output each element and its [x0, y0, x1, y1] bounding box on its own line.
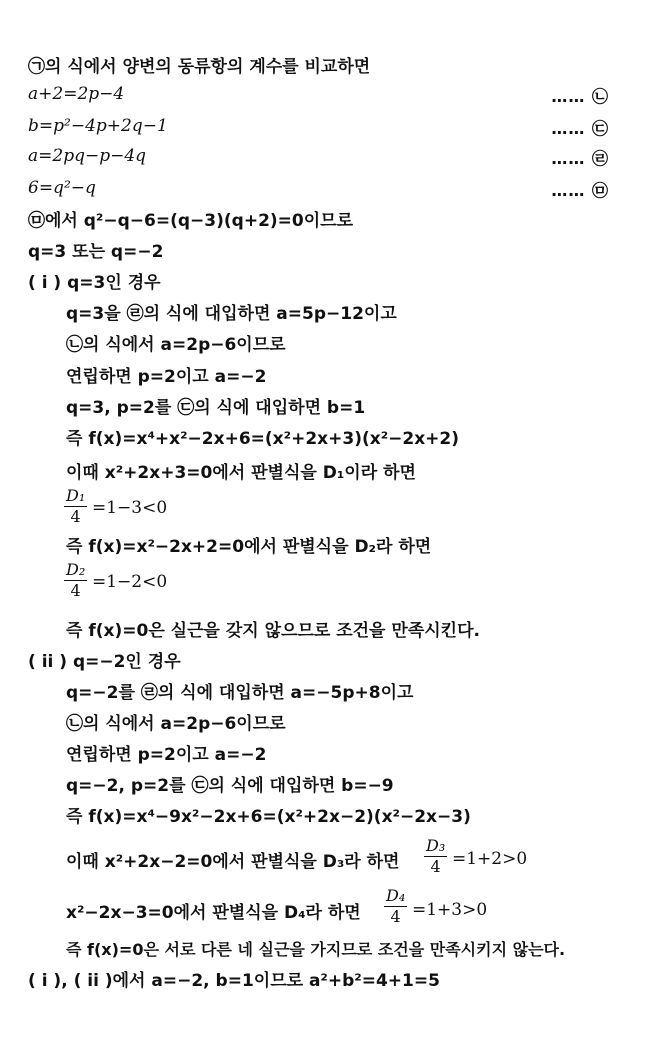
intro-line: ㉠의 식에서 양변의 동류항의 계수를 비교하면 — [28, 57, 371, 77]
equation-line: b=p²−4p+2q−1 — [28, 116, 168, 136]
case-2-line: 즉 f(x)=x⁴−9x²−2x+6=(x²+2x−2)(x²−2x−3) — [66, 807, 471, 827]
discriminant-fraction: D₃ 4 — [426, 836, 446, 876]
case-2-line: ㉡의 식에서 a=2p−6이므로 — [66, 714, 286, 734]
case-1-line: q=3, p=2를 ㉢의 식에 대입하면 b=1 — [66, 398, 366, 418]
equation-line: a=2pq−p−4q — [28, 146, 147, 166]
discriminant-fraction: D₁ 4 — [66, 486, 86, 526]
equation-marker: …… ㉣ — [551, 149, 609, 168]
case-1-conclusion: 즉 f(x)=0은 실근을 갖지 않으므로 조건을 만족시킨다. — [66, 621, 480, 641]
factor-line: ㉤에서 q²−q−6=(q−3)(q+2)=0이므로 — [28, 211, 354, 231]
case-2-heading: ( ii ) q=−2인 경우 — [28, 652, 181, 672]
case-2-line: 이때 x²+2x−2=0에서 판별식을 D₃라 하면 — [66, 852, 400, 872]
discriminant-fraction: D₂ 4 — [66, 560, 86, 600]
equation-line: 6=q²−q — [28, 178, 96, 198]
case-1-line: 즉 f(x)=x²−2x+2=0에서 판별식을 D₂라 하면 — [66, 537, 432, 557]
case-1-line: 이때 x²+2x+3=0에서 판별식을 D₁이라 하면 — [66, 463, 416, 483]
discriminant-fraction: D₄ 4 — [386, 886, 406, 926]
fraction-result: =1+2>0 — [452, 849, 528, 869]
equation-marker: …… ㉤ — [551, 181, 609, 200]
case-2-line: q=−2, p=2를 ㉢의 식에 대입하면 b=−9 — [66, 776, 394, 796]
case-1-line: q=3을 ㉣의 식에 대입하면 a=5p−12이고 — [66, 304, 397, 324]
case-2-conclusion: 즉 f(x)=0은 서로 다른 네 실근을 가지므로 조건을 만족시키지 않는다. — [66, 940, 566, 959]
fraction-result: =1−2<0 — [92, 572, 168, 592]
case-2-line: 연립하면 p=2이고 a=−2 — [66, 745, 267, 765]
case-2-line: x²−2x−3=0에서 판별식을 D₄라 하면 — [66, 903, 361, 923]
case-1-heading: ( i ) q=3인 경우 — [28, 273, 161, 293]
final-answer-line: ( i ), ( ii )에서 a=−2, b=1이므로 a²+b²=4+1=5 — [28, 971, 440, 991]
fraction-result: =1−3<0 — [92, 498, 168, 518]
solutions-line: q=3 또는 q=−2 — [28, 242, 164, 262]
equation-marker: …… ㉢ — [551, 119, 609, 138]
case-1-line: ㉡의 식에서 a=2p−6이므로 — [66, 335, 286, 355]
case-1-line: 즉 f(x)=x⁴+x²−2x+6=(x²+2x+3)(x²−2x+2) — [66, 429, 460, 449]
case-2-line: q=−2를 ㉣의 식에 대입하면 a=−5p+8이고 — [66, 683, 414, 703]
fraction-result: =1+3>0 — [412, 900, 488, 920]
case-1-line: 연립하면 p=2이고 a=−2 — [66, 367, 267, 387]
equation-marker: …… ㉡ — [551, 87, 609, 106]
equation-line: a+2=2p−4 — [28, 84, 125, 104]
